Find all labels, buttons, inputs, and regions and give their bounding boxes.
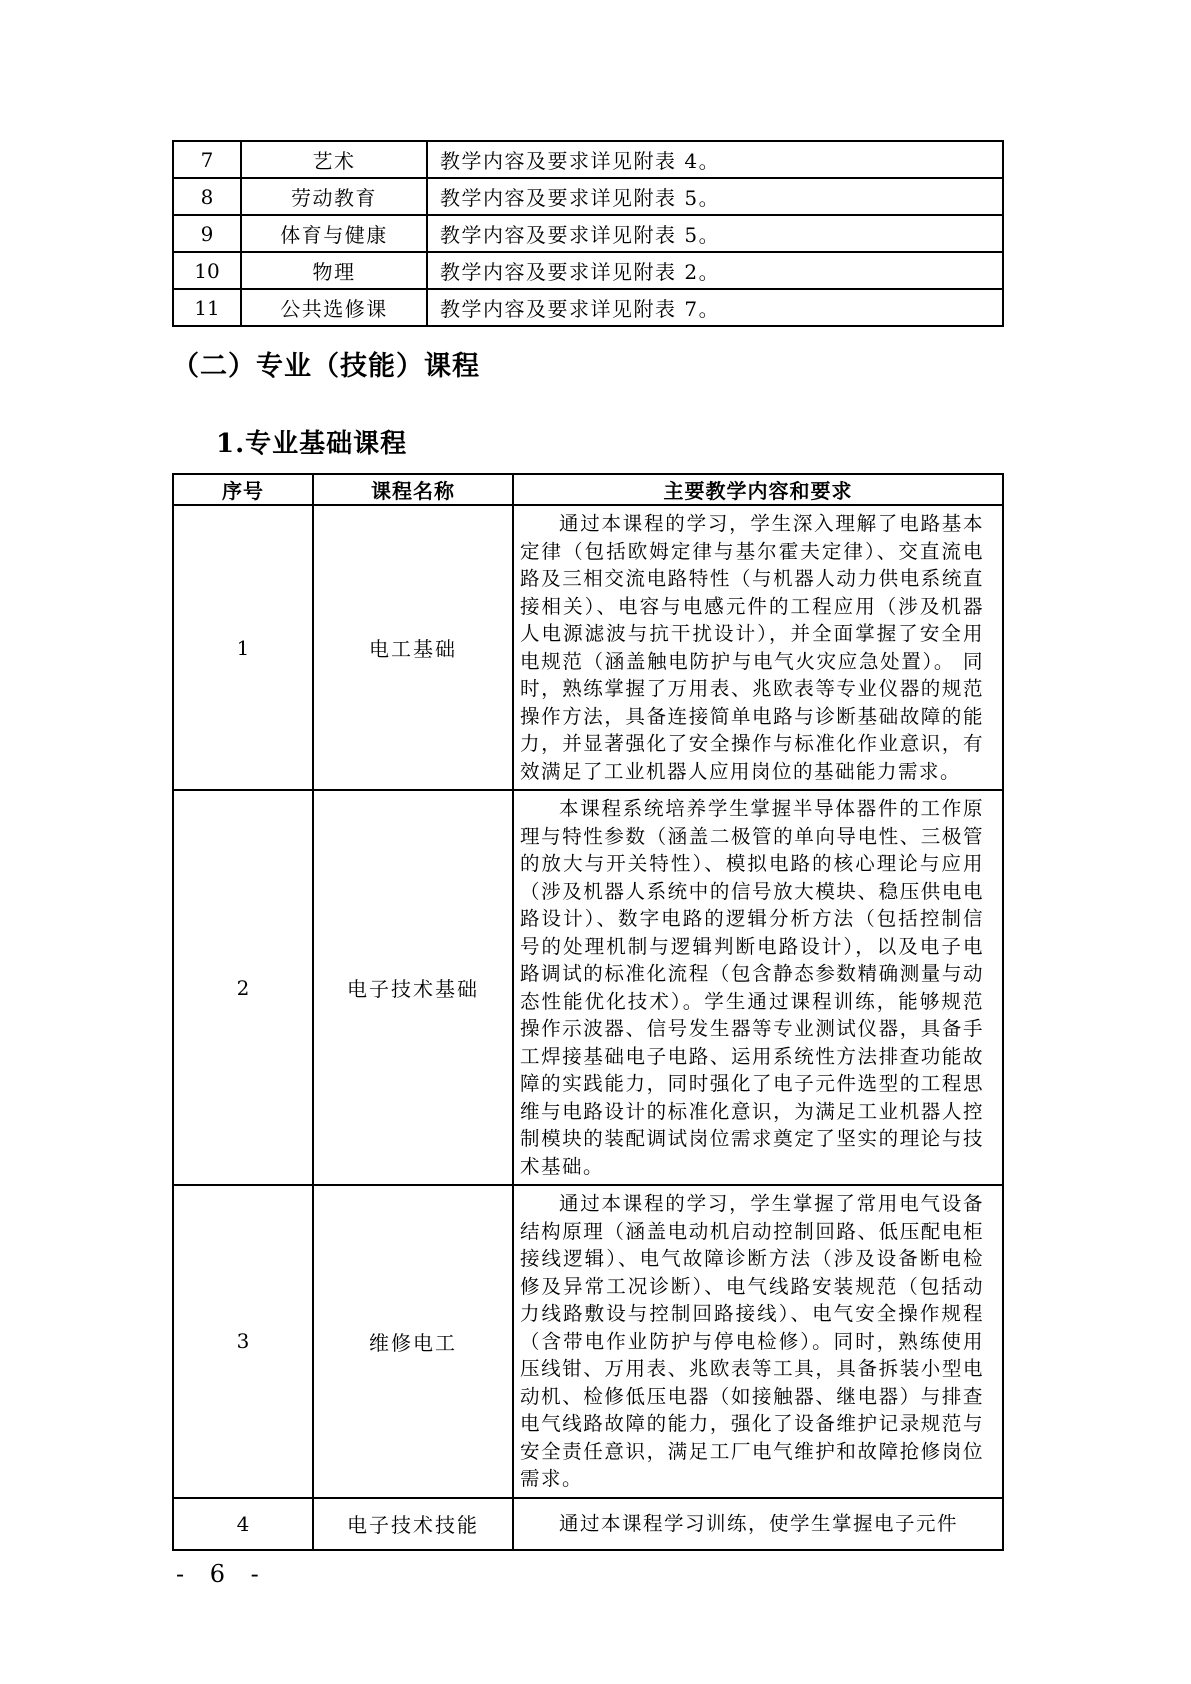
course-content-cell [513,790,1003,1185]
table-row [173,215,1003,252]
course-number-cell: 10 [173,252,241,289]
table-row [173,1498,1003,1550]
course-name-cell: 电工基础 [313,505,513,790]
course-number-cell: 4 [173,1498,313,1550]
table-row [173,289,1003,326]
section-heading: （二）专业（技能）课程 [172,351,480,382]
professional-courses-table [172,473,1004,1551]
general-courses-table [172,140,1004,327]
course-content-paragraph: 通过本课程的学习，学生深入理解了电路基本定律（包括欧姆定律与基尔霍夫定律）、交直流电路及三相交流电路特性（与机器人动力供电系统直接相关）、电容与电感元件的工程应用（涉及机器人电源滤波与抗干扰设计），并全面掌握了安全用电规范（涵盖触电防护与电气火灾应急处置）。 同时，熟练掌握了万用表、兆欧表等专业仪器的规范操作方法，具备连接简单电路与诊断基础故障的能力，并显著强化了安全操作与标准化作业意识，有效满足了工业机器人应用岗位的基础能力需求。 [520,512,984,783]
table-row [173,141,1003,178]
table-row [173,505,1003,790]
course-desc-cell: 教学内容及要求详见附表 4。 [427,141,1003,178]
course-desc-cell: 教学内容及要求详见附表 7。 [427,289,1003,326]
course-name-cell: 艺术 [241,141,427,178]
course-content-paragraph: 本课程系统培养学生掌握半导体器件的工作原理与特性参数（涵盖二极管的单向导电性、三极管的放大与开关特性）、模拟电路的核心理论与应用（涉及机器人系统中的信号放大模块、稳压供电电路设计）、数字电路的逻辑分析方法（包括控制信号的处理机制与逻辑判断电路设计），以及电子电路调试的标准化流程（包含静态参数精确测量与动态性能优化技术）。学生通过课程训练，能够规范操作示波器、信号发生器等专业测试仪器，具备手工焊接基础电子电路、运用系统性方法排查功能故障的实践能力，同时强化了电子元件选型的工程思维与电路设计的标准化意识，为满足工业机器人控制模块的装配调试岗位需求奠定了坚实的理论与技术基础。 [520,797,984,1178]
course-content-paragraph: 通过本课程学习训练，使学生掌握电子元件 [559,1511,959,1535]
subsection-heading: 1.专业基础课程 [216,429,408,459]
page-number: - 6 - [176,1560,268,1588]
course-content-cell [513,1498,1003,1550]
course-number-cell: 2 [173,790,313,1185]
header-cell-name: 课程名称 [313,474,513,505]
course-name-cell: 体育与健康 [241,215,427,252]
course-number-cell: 3 [173,1185,313,1498]
table-row [173,252,1003,289]
course-name-cell: 维修电工 [313,1185,513,1498]
header-cell-no: 序号 [173,474,313,505]
table-row [173,1185,1003,1498]
table-row [173,790,1003,1185]
table-header-row [173,474,1003,505]
course-name-cell: 电子技术基础 [313,790,513,1185]
course-content-cell [513,1185,1003,1498]
course-content-cell [513,505,1003,790]
course-number-cell: 7 [173,141,241,178]
course-number-cell: 11 [173,289,241,326]
table-row [173,178,1003,215]
course-name-cell: 物理 [241,252,427,289]
course-name-cell: 电子技术技能 [313,1498,513,1550]
course-name-cell: 公共选修课 [241,289,427,326]
course-number-cell: 9 [173,215,241,252]
header-cell-content: 主要教学内容和要求 [513,474,1003,505]
course-number-cell: 1 [173,505,313,790]
document-content [172,0,1004,1551]
course-desc-cell: 教学内容及要求详见附表 2。 [427,252,1003,289]
course-desc-cell: 教学内容及要求详见附表 5。 [427,215,1003,252]
course-content-paragraph: 通过本课程的学习，学生掌握了常用电气设备结构原理（涵盖电动机启动控制回路、低压配电柜接线逻辑）、电气故障诊断方法（涉及设备断电检修及异常工况诊断）、电气线路安装规范（包括动力线路敷设与控制回路接线）、电气安全操作规程（含带电作业防护与停电检修）。同时，熟练使用压线钳、万用表、兆欧表等工具，具备拆装小型电动机、检修低压电器（如接触器、继电器）与排查电气线路故障的能力，强化了设备维护记录规范与安全责任意识，满足工厂电气维护和故障抢修岗位需求。 [520,1192,984,1490]
course-number-cell: 8 [173,178,241,215]
course-desc-cell: 教学内容及要求详见附表 5。 [427,178,1003,215]
course-name-cell: 劳动教育 [241,178,427,215]
